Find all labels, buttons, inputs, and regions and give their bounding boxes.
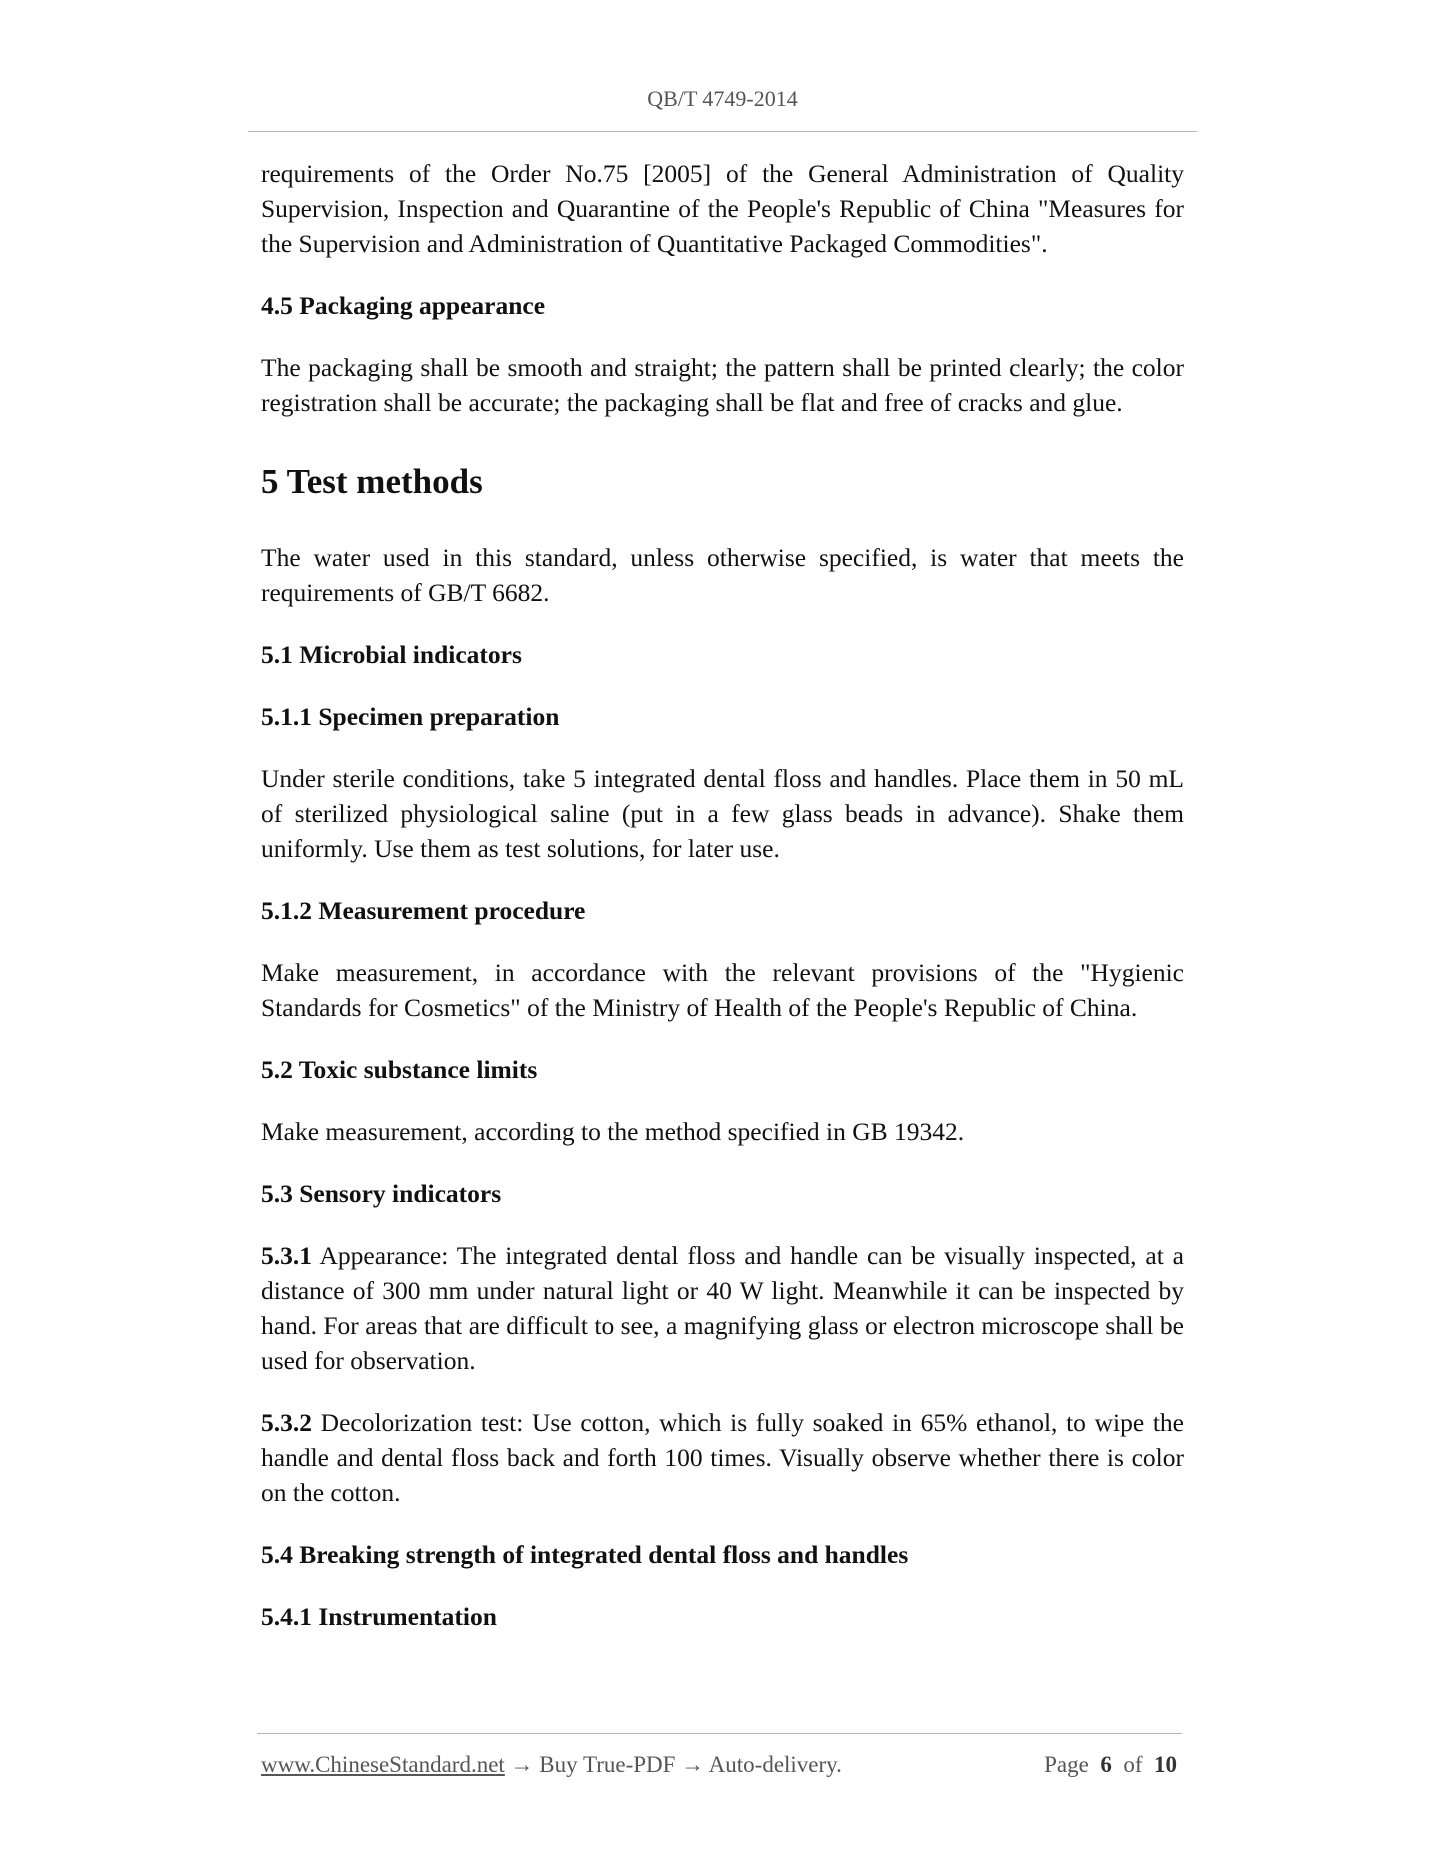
heading-5-3: 5.3 Sensory indicators: [261, 1179, 502, 1208]
paragraph-5-2: Make measurement, according to the method specified in GB 19342.: [261, 1117, 965, 1146]
document-body: [261, 156, 1184, 1634]
footer-divider: [257, 1733, 1182, 1734]
heading-5-4: 5.4 Breaking strength of integrated dental floss and handles: [261, 1540, 909, 1569]
heading-5-1: 5.1 Microbial indicators: [261, 640, 522, 669]
clause-number-5-3-1: 5.3.1: [261, 1241, 312, 1270]
of-label: of: [1123, 1752, 1143, 1777]
paragraph-5-3-2: [261, 1405, 1184, 1510]
heading-4-5: 4.5 Packaging appearance: [261, 291, 546, 320]
heading-5: 5 Test methods: [261, 462, 483, 501]
total-pages-number: 10: [1154, 1752, 1177, 1777]
website-link[interactable]: www.ChineseStandard.net: [261, 1752, 505, 1777]
footer-left: [261, 1752, 842, 1778]
page-indicator: [1044, 1752, 1177, 1778]
paragraph-5-1-2: Make measurement, in accordance with the relevant provisions of the "Hygienic Standards for Cosmetics" of the Ministry of Health of the People's Republic of China.: [261, 958, 1184, 1022]
page-label: Page: [1044, 1752, 1089, 1777]
paragraph-5-1-1: Under sterile conditions, take 5 integrated dental floss and handles. Place them in 50 mL of sterilized physiological saline (put in a few glass beads in advance). Shake them uniformly. Use them as test solutions, for later use.: [261, 764, 1184, 863]
clause-number-5-3-2: 5.3.2: [261, 1408, 312, 1437]
footer-nav-text: → Buy True-PDF → Auto-delivery.: [510, 1752, 842, 1777]
paragraph-4-5: The packaging shall be smooth and straight; the pattern shall be printed clearly; the color registration shall be accurate; the packaging shall be flat and free of cracks and glue.: [261, 353, 1184, 417]
heading-5-1-2: 5.1.2 Measurement procedure: [261, 896, 586, 925]
paragraph-5: The water used in this standard, unless otherwise specified, is water that meets the requirements of GB/T 6682.: [261, 543, 1184, 607]
clause-text-5-3-2: Decolorization test: Use cotton, which is fully soaked in 65% ethanol, to wipe the handle and dental floss back and forth 100 times. Visually observe whether there is color on the cotton.: [261, 1408, 1184, 1507]
document-header-title: QB/T 4749-2014: [647, 86, 798, 111]
current-page-number: 6: [1100, 1752, 1112, 1777]
heading-5-4-1: 5.4.1 Instrumentation: [261, 1602, 497, 1631]
paragraph-intro: requirements of the Order No.75 [2005] of the General Administration of Quality Supervision, Inspection and Quarantine of the People's Republic of China "Measures for the Supervision and Administration of Quantitative Packaged Commodities".: [261, 159, 1184, 258]
heading-5-2: 5.2 Toxic substance limits: [261, 1055, 538, 1084]
heading-5-1-1: 5.1.1 Specimen preparation: [261, 702, 560, 731]
header-divider: [248, 131, 1197, 132]
paragraph-5-3-1: [261, 1238, 1184, 1378]
clause-text-5-3-1: Appearance: The integrated dental floss and handle can be visually inspected, at a distance of 300 mm under natural light or 40 W light. Meanwhile it can be inspected by hand. For areas that are difficult to see, a magnifying glass or electron microscope shall be used for observation.: [261, 1241, 1184, 1375]
